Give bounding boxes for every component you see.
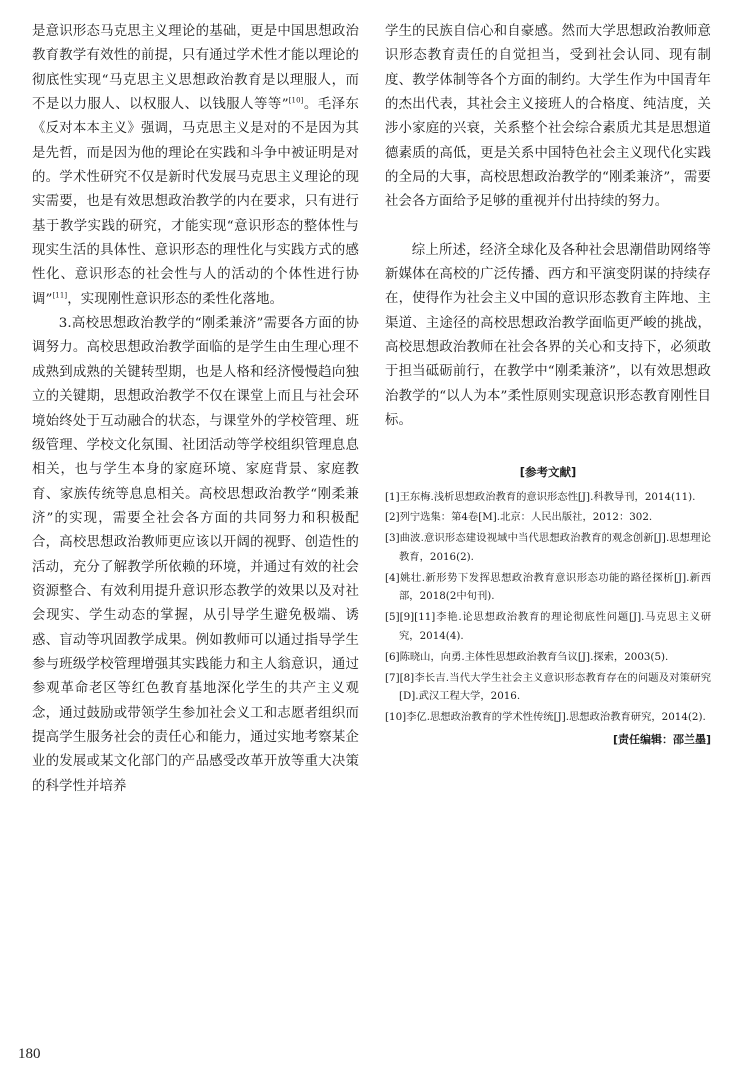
reference-item: [5][9][11]李艳.论思想政治教育的理论彻底性问题[J].马克思主义研究，2014(4). [385,611,711,643]
citation-marker: [10] [288,96,304,105]
reference-item: [1]王东梅.浅析思想政治教育的意识形态性[J].科教导刊，2014(11). [385,490,696,503]
reference-item: [4]姚壮.新形势下发挥思想政治教育意识形态功能的路径探析[J].新西部，2018(2中旬刊). [385,571,711,603]
paragraph-1-part-c: ，实现刚性意识形态的柔性化落地。 [67,291,284,307]
reference-item: [2]列宁选集：第4卷[M].北京：人民出版社，2012：302. [385,511,653,524]
reference-item: [3]曲波.意识形态建设视域中当代思想政治教育的观念创新[J].思想理论教育，2016(2). [385,532,711,563]
right-column [385,20,711,747]
page-number: 180 [18,1046,41,1062]
body-paragraph-1 [32,20,359,312]
paragraph-gap [385,215,711,239]
reference-list [385,488,711,728]
paragraph-1-part-a: 是意识形态马克思主义理论的基础，更是中国思想政治教育教学有效性的前提，只有通过学术性才能以理论的彻底性实现“马克思主义思想政治教育是以理服人，而不是以力服人、以权服人、以钱服人等等” [32,24,359,113]
references-section [385,464,711,748]
responsible-editor: [责任编辑：邵兰墨] [612,733,711,747]
reference-item: [10]李亿.思想政治教育的学术性传统[J].思想政治教育研究，2014(2). [385,711,706,724]
left-column [32,20,359,799]
body-paragraph-2: 3.高校思想政治教学的“刚柔兼济”需要各方面的协调努力。高校思想政治教学面临的是学生由生理心理不成熟到成熟的关键转型期，也是人格和经济慢慢趋向独立的关键期，思想政治教学不仅在课堂上而且与社会环境始终处于互动融合的状态，与课堂外的学校管理、班级管理、学校文化氛围、社团活动等学校组织管理息息相关，也与学生本身的家庭环境、家庭背景、家庭教育、家族传统等息息相关。高校思想政治教学“刚柔兼济”的实现，需要全社会各方面的共同努力和积极配合，高校思想政治教师更应该以开阔的视野、创造性的活动，充分了解教学所依赖的环境，并通过有效的社会资源整合、有效利用提升意识形态教学的效果以及对社会现实、学生动态的掌握，从引导学生避免极端、诱惑、盲动等巩固教学成果。例如教师可以通过指导学生参与班级学校管理增强其实践能力和主人翁意识，通过参观革命老区等红色教育基地深化学生的共产主义观念，通过鼓励或带领学生参加社会义工和志愿者组织而提高学生服务社会的责任心和能力，通过实地考察某企业的发展或某文化部门的产品感受改革开放等重大决策的科学性并培养 [32,316,359,794]
body-paragraph-3: 学生的民族自信心和自豪感。然而大学思想政治教师意识形态教育责任的自觉担当，受到社会认同、现有制度、教学体制等各个方面的制约。大学生作为中国青年的杰出代表，其社会主义接班人的合格度、纯洁度，关涉小家庭的兴衰，关系整个社会综合素质尤其是思想道德素质的高低，更是关系中国特色社会主义现代化实践的全局的大事，高校思想政治教学的“刚柔兼济”，需要社会各方面给予足够的重视并付出持续的努力。 [385,24,711,210]
conclusion-paragraph: 综上所述，经济全球化及各种社会思潮借助网络等新媒体在高校的广泛传播、西方和平演变阴谋的持续存在，使得作为社会主义中国的意识形态教育主阵地、主渠道、主途径的高校思想政治教学面临更严峻的挑战，高校思想政治教师在社会各界的关心和支持下，必须敢于担当砥砺前行，在教学中“刚柔兼济”，以有效思想政治教学的“以人为本”柔性原则实现意识形态教育刚性目标。 [385,242,711,429]
citation-marker: [11] [52,291,68,300]
paragraph-1-part-b: 。毛泽东《反对本本主义》强调，马克思主义是对的不是因为其是先哲，而是因为他的理论在实践和斗争中被证明是对的。学术性研究不仅是新时代发展马克思主义理论的现实需要，也是有效思想政治教学的内在要求，只有进行基于教学实践的研究，才能实现“意识形态的整体性与现实生活的具体性、意识形态的理性化与实践方式的感性化、意识形态的社会性与人的活动的个体性进行协调” [32,97,360,307]
reference-item: [7][8]李长吉.当代大学生社会主义意识形态教育存在的问题及对策研究[D].武汉工程大学，2016. [385,671,711,703]
references-heading: [参考文献] [519,464,577,479]
reference-item: [6]陈晓山，向勇.主体性思想政治教育刍议[J].探索，2003(5). [385,650,669,663]
